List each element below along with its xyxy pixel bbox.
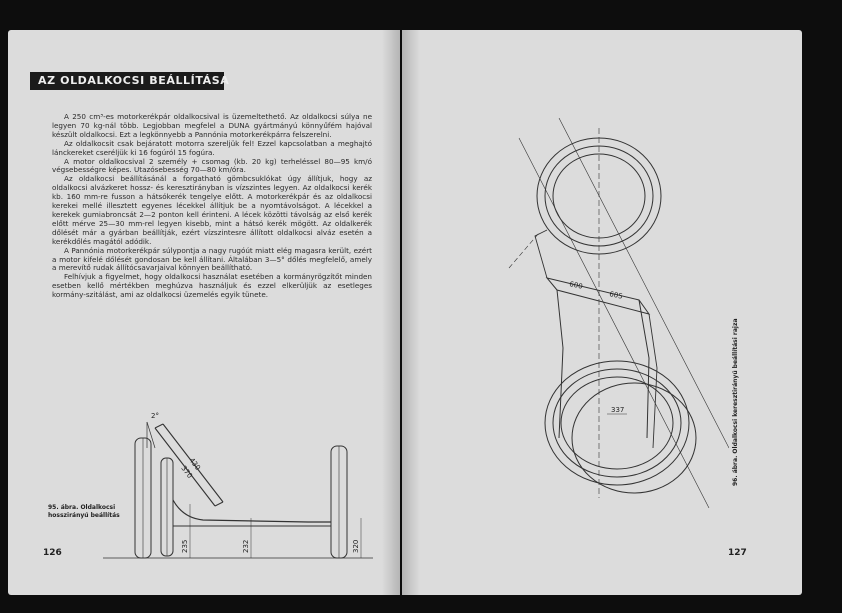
figure-95-drawing (103, 408, 383, 568)
right-page-gutter-shadow (402, 30, 420, 595)
paragraph-1: A 250 cm³-es motorkerékpár oldalkocsival is üzemeltethető. Az oldalkocsi súlya ne legyen 70 kg-nál több. Legjobban megfelel a DUNA gyártmányú könnyűfém hajóval készült oldalkocsi. Ezt a legkönnyebb a Pannónia motorkerékpárra felszerelni. (52, 112, 372, 139)
page-number: 127 (728, 548, 747, 558)
dim-right: 320 (352, 539, 360, 553)
dim-left: 235 (181, 539, 189, 553)
left-page-gutter-shadow (382, 30, 400, 595)
right-page (402, 30, 802, 595)
angle-label: 2° (151, 412, 159, 420)
figure-96-drawing (499, 118, 729, 508)
dim-605: 605 (608, 290, 624, 301)
figure-95-caption (48, 504, 140, 519)
paragraph-3: A motor oldalkocsival 2 személy + csomag (kb. 20 kg) terheléssel 80—95 km/ó végsebességre képes. Utazósebesség 70—80 km/óra. (52, 156, 372, 175)
left-page (8, 30, 400, 595)
chapter-heading: AZ OLDALKOCSI BEÁLLÍTÁSA (30, 72, 224, 90)
figure-95-caption-line2: hosszirányú beállítás (48, 511, 120, 519)
figure-95-caption-line1: 95. ábra. Oldalkocsi (48, 504, 116, 511)
dim-600: 600 (568, 280, 584, 291)
paragraph-2: Az oldalkocsit csak bejáratott motorra szereljük fel! Ezzel kapcsolatban a meghajtó lánckereket cseréljük ki 16 fogúról 15 fogúra. (52, 138, 372, 157)
dim-337: 337 (611, 406, 625, 414)
figure-96-caption: 96. ábra. Oldalkocsi keresztirányú beállítási rajza (732, 318, 739, 486)
dim-diagonal-2: 370 (179, 464, 194, 480)
rear-wheel-assembly (545, 361, 696, 493)
paragraph-4: Az oldalkocsi beállításánál a forgatható gömbcsuklókat úgy állítjuk, hogy az oldalkocsi alvázkeret hossz- és keresztirányban is vízszintes legyen. Az oldalkocsi kerék kb. 160 mm-re fusson a hátsókerék tengelye előtt. A motorkerékpár és az oldalkocsi kerekei mellé illesztett egyenes lécekkel állítjuk be a nyomtávolságot. A lécekkel a kerekek gumiabroncsát 2—2 ponton kell érinteni. A lécek közötti távolság az első kerék előtt mérve 25—30 mm-rel legyen kisebb, mint a hátsó kerék mögött. Az oldalkerék dőlését már a gyárban beállítják, ezért vízszintesre állított oldalkocsi alváz esetén a kerékdőlés magától adódik. (52, 174, 372, 246)
dim-diagonal-1: 430 (187, 456, 202, 472)
dim-mid: 232 (242, 539, 250, 553)
paragraph-5: A Pannónia motorkerékpár súlypontja a nagy rugóút miatt elég magasra került, ezért a motor kifelé dőlését gondosan be kell állítani. Általában 3—5° dőlés megfelelő, amely a merevítő rudak állítócsavarjaival könnyen beállítható. (52, 245, 372, 273)
page-number: 126 (43, 548, 62, 558)
paragraph-6: Felhívjuk a figyelmet, hogy oldalkocsi használat esetében a kormányrögzítőt minden esetben kellő mértékben meghúzva használjuk és ezzel elkerüljük az esetleges kormány-szitálást, ami az oldalkocsi üzemelés egyik tünete. (52, 272, 372, 300)
body-text (52, 113, 372, 300)
